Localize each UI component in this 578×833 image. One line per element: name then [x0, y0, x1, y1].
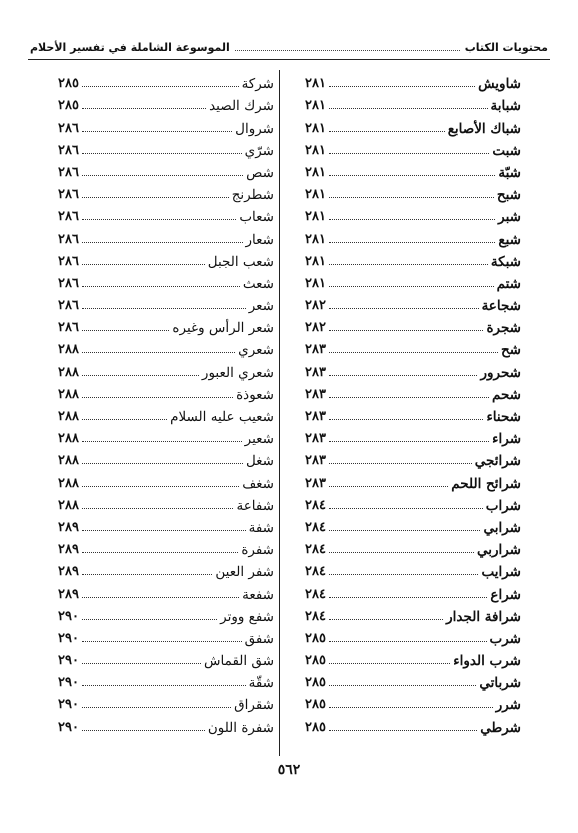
- index-entry-page: ٢٨٤: [305, 519, 326, 535]
- index-entry: [305, 492, 521, 514]
- index-entry-page: ٢٨٤: [305, 542, 326, 558]
- index-entry-page: ٢٨٩: [58, 564, 79, 580]
- header-dot-leader: [235, 50, 460, 51]
- dot-leader: [329, 86, 475, 87]
- index-entry-term: شح: [500, 342, 521, 359]
- header-book-title: الموسوعة الشاملة في تفسير الأحلام: [30, 41, 230, 54]
- index-entry-page: ٢٨٥: [305, 653, 326, 669]
- index-entry: [58, 137, 274, 159]
- dot-leader: [329, 375, 478, 376]
- dot-leader: [329, 308, 479, 309]
- index-entry: [58, 336, 274, 358]
- dot-leader: [329, 131, 445, 132]
- index-entry: [58, 358, 274, 380]
- index-entry-page: ٢٨٨: [58, 497, 79, 513]
- dot-leader: [82, 219, 236, 220]
- index-entry-term: شجاعة: [481, 298, 521, 315]
- dot-leader: [82, 108, 206, 109]
- index-entry-term: شفر العين: [215, 564, 274, 581]
- index-entry-page: ٢٨٦: [58, 253, 79, 269]
- index-entry-term: شقّة: [248, 675, 274, 692]
- index-entry-term: شراء: [492, 431, 521, 448]
- index-entry-term: شق القماش: [204, 653, 274, 670]
- index-entry-page: ٢٨٦: [58, 320, 79, 336]
- dot-leader: [82, 597, 239, 598]
- index-entry-term: شرك الصيد: [209, 98, 274, 115]
- index-entry: [305, 137, 521, 159]
- index-entry-page: ٢٨٩: [58, 586, 79, 602]
- dot-leader: [82, 552, 238, 553]
- index-entry-page: ٢٨٣: [305, 409, 326, 424]
- index-entry: [58, 203, 274, 225]
- index-entry-page: ٢٨٣: [305, 475, 326, 491]
- index-entry-page: ٢٨١: [305, 76, 326, 92]
- index-entry-page: ٢٨٩: [58, 542, 79, 558]
- index-entry-page: ٢٨١: [305, 209, 326, 225]
- index-entry-term: شعوذة: [236, 386, 274, 403]
- index-entry: [305, 270, 521, 292]
- index-entry-term: شحرور: [480, 364, 521, 381]
- index-entry-term: شقراق: [234, 697, 274, 714]
- dot-leader: [82, 397, 233, 398]
- index-entry: [58, 181, 274, 203]
- index-entry: [58, 270, 274, 292]
- index-entry: [58, 292, 274, 314]
- index-entry-term: شرائح اللحم: [451, 475, 521, 492]
- index-entry-page: ٢٨٥: [58, 76, 79, 92]
- index-entry-term: شفع ووتر: [220, 608, 274, 625]
- index-entry-term: شبت: [492, 142, 521, 159]
- dot-leader: [329, 242, 495, 243]
- index-entry-page: ٢٨٨: [58, 475, 79, 491]
- dot-leader: [82, 419, 167, 420]
- dot-leader: [329, 441, 489, 442]
- index-entry: [58, 536, 274, 558]
- index-entry: [305, 580, 521, 602]
- index-entry-term: شبح: [496, 187, 521, 204]
- dot-leader: [329, 463, 472, 464]
- index-entry: [305, 70, 521, 92]
- index-entry: [305, 381, 521, 403]
- index-entry: [305, 647, 521, 669]
- index-entry: [305, 181, 521, 203]
- index-entry-term: شرائجي: [474, 453, 521, 470]
- index-entry-page: ٢٨١: [305, 187, 326, 203]
- index-entry: [305, 248, 521, 270]
- index-entry-page: ٢٨٦: [58, 275, 79, 291]
- index-entry-page: ٢٨١: [305, 164, 326, 180]
- index-entry-page: ٢٨٨: [58, 409, 79, 424]
- index-entry-term: شطرنج: [231, 187, 274, 204]
- index-entry-term: شروال: [235, 120, 274, 137]
- index-entry-page: ٢٨٨: [58, 453, 79, 469]
- index-entry-term: شفرة اللون: [207, 719, 274, 736]
- index-entry: [305, 536, 521, 558]
- index-entry-term: شحناء: [486, 409, 521, 425]
- index-entry: [305, 713, 521, 735]
- index-entry-page: ٢٨٣: [305, 431, 326, 447]
- dot-leader: [82, 264, 205, 265]
- index-entry: [305, 625, 521, 647]
- index-entry: [305, 92, 521, 114]
- index-entry-page: ٢٨١: [305, 98, 326, 114]
- index-entry-term: شص: [246, 164, 274, 181]
- index-entry-page: ٢٨٦: [58, 120, 79, 136]
- index-entry: [58, 625, 274, 647]
- index-entry: [58, 425, 274, 447]
- dot-leader: [329, 175, 495, 176]
- index-entry: [305, 558, 521, 580]
- index-entry-term: شرطي: [480, 719, 521, 736]
- index-entry-page: ٢٨٥: [305, 630, 326, 646]
- index-entry-page: ٢٨٢: [305, 298, 326, 314]
- index-entry-term: شفق: [244, 630, 274, 647]
- index-entry: [305, 669, 521, 691]
- dot-leader: [329, 707, 493, 708]
- index-entry-page: ٢٩٠: [58, 653, 79, 669]
- index-entry-term: شاويش: [478, 76, 521, 93]
- index-entry-page: ٢٨١: [305, 231, 326, 247]
- index-entry-page: ٢٨٨: [58, 431, 79, 447]
- index-entry-page: ٢٨٦: [58, 164, 79, 180]
- index-entry-term: شراب: [485, 497, 521, 514]
- dot-leader: [82, 441, 242, 442]
- dot-leader: [329, 286, 494, 287]
- index-entry: [305, 514, 521, 536]
- index-entry-page: ٢٩٠: [58, 608, 79, 624]
- index-entry-page: ٢٨١: [305, 275, 326, 291]
- index-column-right: [305, 70, 521, 736]
- index-entry-page: ٢٨٥: [305, 697, 326, 713]
- index-entry: [58, 447, 274, 469]
- index-entry-term: شعث: [242, 275, 274, 292]
- dot-leader: [329, 552, 474, 553]
- index-entry-term: شبابة: [490, 98, 521, 115]
- dot-leader: [82, 486, 239, 487]
- index-entry-page: ٢٨٦: [58, 298, 79, 314]
- index-entry-page: ٢٨٤: [305, 608, 326, 624]
- index-entry-term: شعري: [238, 342, 274, 359]
- index-entry-page: ٢٨١: [305, 253, 326, 269]
- index-entry-term: شعب الجبل: [207, 253, 274, 270]
- index-entry: [58, 403, 274, 425]
- dot-leader: [82, 641, 242, 642]
- index-entry: [58, 580, 274, 602]
- index-entry: [58, 225, 274, 247]
- index-entry-term: شراع: [490, 586, 521, 603]
- index-entry: [58, 691, 274, 713]
- index-entry-term: شغل: [245, 453, 274, 470]
- index-entry: [305, 425, 521, 447]
- index-entry-page: ٢٩٠: [58, 675, 79, 691]
- index-entry-term: شبع: [498, 231, 521, 248]
- index-entry-term: شعري العبور: [201, 364, 274, 381]
- index-entry: [305, 203, 521, 225]
- index-entry-term: شباك الأصابع: [447, 120, 521, 137]
- dot-leader: [82, 463, 243, 464]
- index-entry-page: ٢٨٤: [305, 564, 326, 580]
- index-entry-term: شعر الرأس وغيره: [172, 320, 274, 337]
- dot-leader: [329, 663, 450, 664]
- dot-leader: [82, 330, 169, 331]
- dot-leader: [82, 286, 240, 287]
- index-entry-term: شفة: [248, 519, 274, 536]
- index-entry: [305, 403, 521, 425]
- index-entry-term: شعير: [244, 431, 274, 448]
- dot-leader: [329, 730, 477, 731]
- index-entry: [58, 114, 274, 136]
- index-entry: [58, 514, 274, 536]
- dot-leader: [329, 685, 476, 686]
- dot-leader: [82, 375, 199, 376]
- index-entry: [305, 603, 521, 625]
- index-entry-page: ٢٨٦: [58, 187, 79, 203]
- index-entry-term: شفرة: [241, 542, 274, 559]
- index-entry-page: ٢٨٣: [305, 386, 326, 402]
- dot-leader: [329, 330, 483, 331]
- index-entry-page: ٢٨٦: [58, 209, 79, 225]
- dot-leader: [82, 242, 243, 243]
- index-entry: [305, 691, 521, 713]
- dot-leader: [329, 619, 443, 620]
- dot-leader: [82, 197, 229, 198]
- index-entry-term: شعيب عليه السلام: [170, 409, 274, 425]
- index-entry-term: شرب: [489, 630, 521, 647]
- index-entry-term: شبكة: [490, 253, 521, 270]
- index-entry-page: ٢٨٩: [58, 519, 79, 535]
- dot-leader: [82, 153, 242, 154]
- dot-leader: [329, 574, 479, 575]
- page-number: ٥٦٢: [277, 762, 301, 778]
- index-entry: [58, 248, 274, 270]
- index-entry: [305, 114, 521, 136]
- index-entry-page: ٢٩٠: [58, 630, 79, 646]
- index-entry-page: ٢٨٣: [305, 342, 326, 358]
- index-entry: [305, 447, 521, 469]
- dot-leader: [329, 597, 487, 598]
- index-entry-term: شرافة الجدار: [446, 608, 521, 625]
- index-entry-term: شحم: [491, 386, 521, 403]
- dot-leader: [82, 685, 246, 686]
- index-entry-term: شبر: [498, 209, 521, 226]
- index-entry-term: شبّة: [498, 164, 521, 181]
- index-entry-term: شجرة: [486, 320, 521, 337]
- dot-leader: [329, 219, 495, 220]
- index-entry: [58, 381, 274, 403]
- dot-leader: [329, 108, 488, 109]
- index-entry: [58, 469, 274, 491]
- index-entry: [305, 225, 521, 247]
- index-entry-page: ٢٨٣: [305, 453, 326, 469]
- index-entry-page: ٢٨٣: [305, 364, 326, 380]
- dot-leader: [329, 419, 483, 420]
- index-entry-term: شرباتي: [479, 675, 521, 692]
- dot-leader: [329, 352, 498, 353]
- index-entry: [58, 713, 274, 735]
- index-entry-term: شرابي: [483, 519, 521, 536]
- index-entry-page: ٢٨٦: [58, 142, 79, 158]
- index-entry-term: شفاعة: [236, 497, 274, 514]
- index-entry: [58, 70, 274, 92]
- dot-leader: [329, 530, 481, 531]
- dot-leader: [82, 663, 201, 664]
- dot-leader: [329, 641, 487, 642]
- dot-leader: [82, 131, 232, 132]
- index-entry-page: ٢٨٨: [58, 342, 79, 358]
- index-entry-page: ٢٨٨: [58, 364, 79, 380]
- index-entry-term: شعاب: [239, 209, 274, 226]
- index-entry-page: ٢٨٤: [305, 497, 326, 513]
- index-entry: [58, 159, 274, 181]
- index-entry: [58, 492, 274, 514]
- index-entry-term: شراربي: [476, 542, 521, 559]
- index-entry-term: شفعة: [242, 586, 274, 603]
- index-entry: [305, 469, 521, 491]
- index-column-left: [58, 70, 274, 736]
- index-entry-term: شعر: [248, 298, 274, 315]
- index-entry-term: شركة: [241, 76, 274, 93]
- dot-leader: [329, 508, 483, 509]
- running-header: [30, 38, 548, 54]
- index-entry: [58, 603, 274, 625]
- index-entry-page: ٢٨١: [305, 120, 326, 136]
- index-entry-page: ٢٨٥: [58, 98, 79, 114]
- dot-leader: [82, 175, 243, 176]
- dot-leader: [329, 264, 488, 265]
- index-entry-term: شغف: [242, 475, 274, 492]
- index-entry-page: ٢٨٢: [305, 320, 326, 336]
- dot-leader: [82, 508, 234, 509]
- index-entry-term: شرر: [495, 697, 521, 714]
- index-entry: [58, 647, 274, 669]
- dot-leader: [82, 707, 231, 708]
- dot-leader: [329, 197, 494, 198]
- dot-leader: [82, 574, 212, 575]
- dot-leader: [82, 730, 205, 731]
- index-entry-term: شعار: [245, 231, 274, 248]
- index-entry: [305, 292, 521, 314]
- index-entry-page: ٢٨٦: [58, 231, 79, 247]
- index-entry: [58, 92, 274, 114]
- column-separator: [279, 70, 280, 756]
- dot-leader: [329, 486, 448, 487]
- index-entry-page: ٢٨٥: [305, 719, 326, 735]
- header-rule: [28, 59, 550, 60]
- index-entry: [305, 336, 521, 358]
- index-entry-page: ٢٨٨: [58, 386, 79, 402]
- index-entry: [305, 159, 521, 181]
- index-entry-page: ٢٨٥: [305, 675, 326, 691]
- dot-leader: [82, 619, 217, 620]
- dot-leader: [329, 153, 489, 154]
- header-section-title: محتويات الكتاب: [464, 41, 548, 54]
- dot-leader: [82, 86, 239, 87]
- index-entry: [58, 314, 274, 336]
- index-entry-term: شرايب: [481, 564, 521, 581]
- index-entry: [58, 669, 274, 691]
- dot-leader: [82, 352, 235, 353]
- index-entry: [305, 314, 521, 336]
- index-entry-term: شرّي: [244, 142, 274, 159]
- index-entry-page: ٢٩٠: [58, 719, 79, 735]
- index-entry-page: ٢٨٤: [305, 586, 326, 602]
- index-entry: [58, 558, 274, 580]
- dot-leader: [82, 530, 246, 531]
- dot-leader: [82, 308, 246, 309]
- dot-leader: [329, 397, 489, 398]
- index-entry-term: شرب الدواء: [453, 653, 521, 670]
- index-entry-page: ٢٩٠: [58, 697, 79, 713]
- index-entry-term: شتم: [496, 275, 521, 292]
- index-entry: [305, 358, 521, 380]
- index-entry-page: ٢٨١: [305, 142, 326, 158]
